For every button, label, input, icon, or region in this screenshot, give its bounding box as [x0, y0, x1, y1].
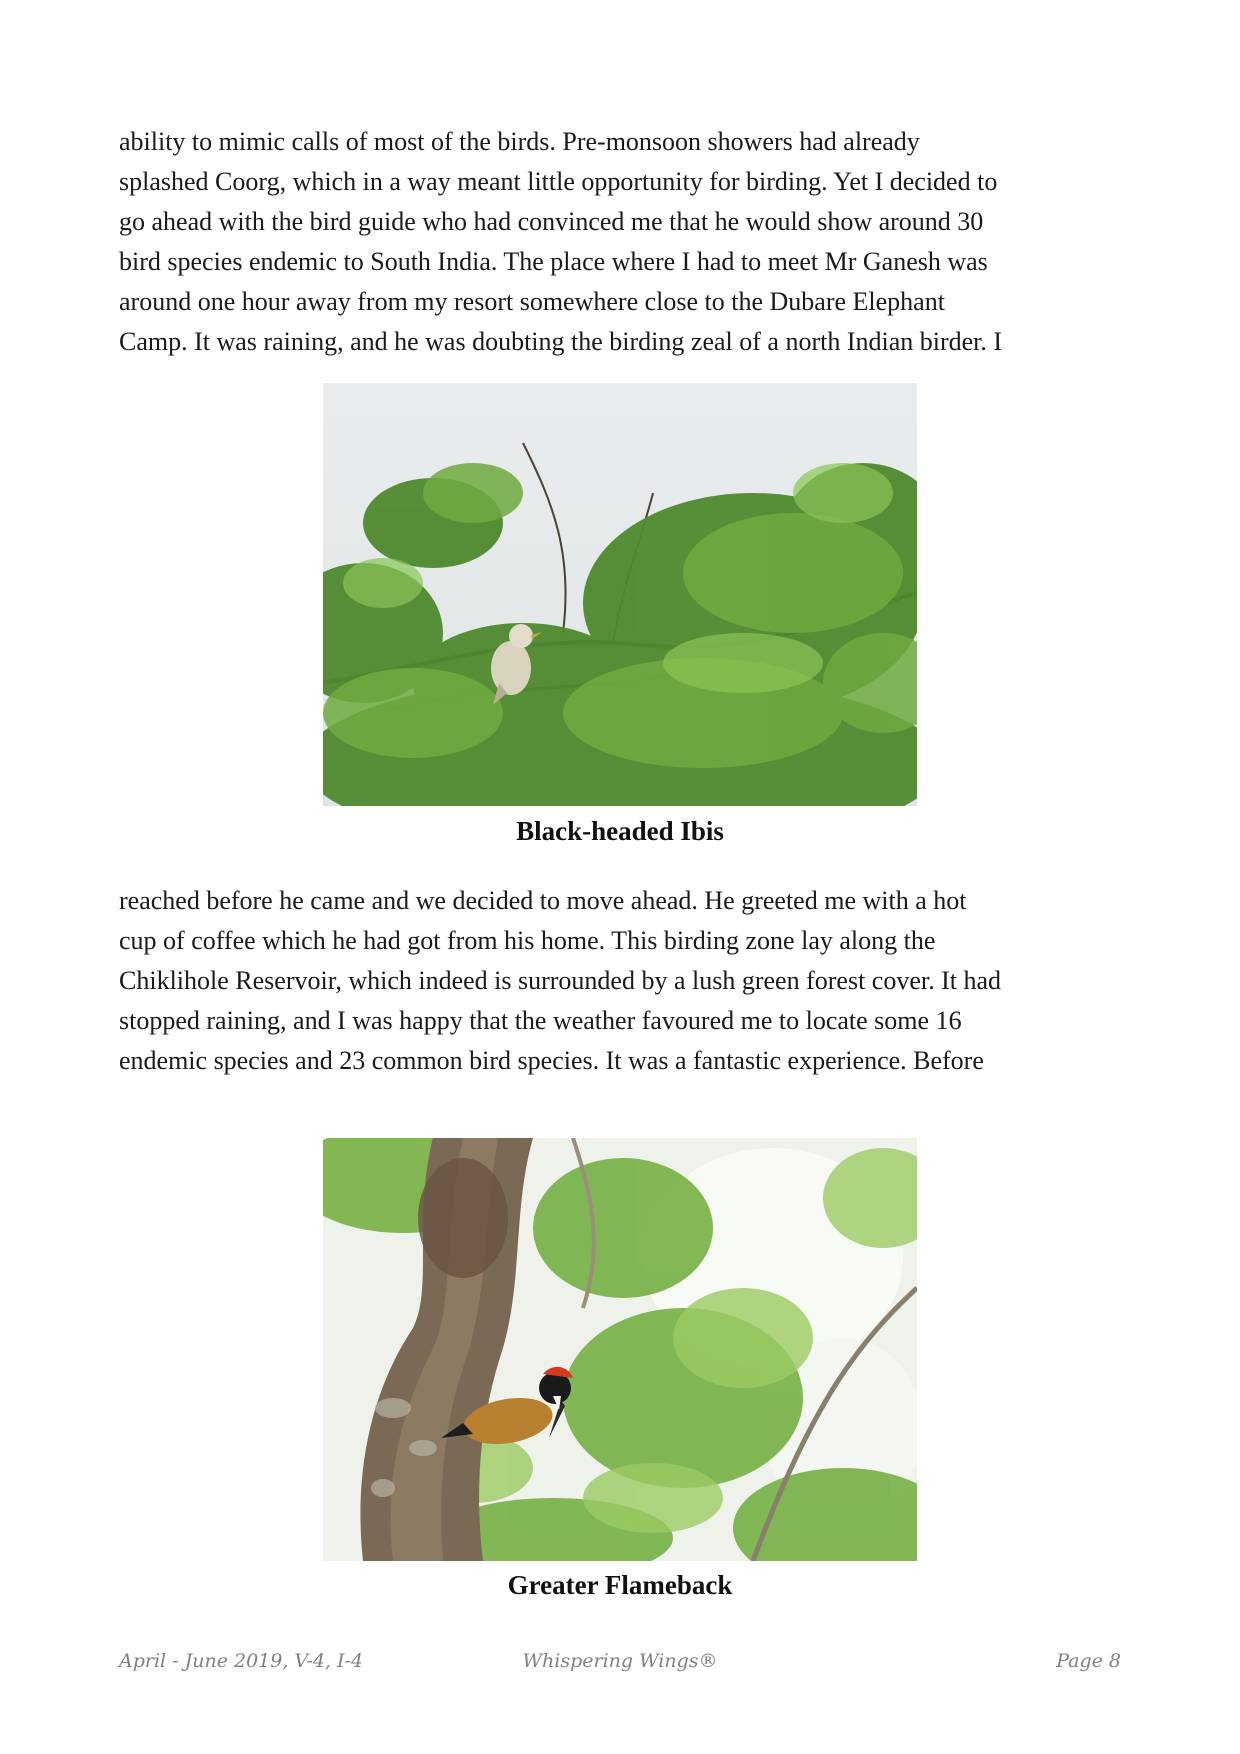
bird-photo-black-headed-ibis — [323, 383, 917, 806]
text-line: Chiklihole Reservoir, which indeed is surrounded by a lush green forest cover. It had — [119, 966, 1002, 995]
text-line: cup of coffee which he had got from his home. This birding zone lay along the — [119, 926, 936, 955]
text-line: Camp. It was raining, and he was doubting the birding zeal of a north Indian birder. I — [119, 327, 1003, 356]
photo-caption: Black-headed Ibis — [516, 816, 724, 846]
body-paragraph-2 — [119, 881, 1129, 1081]
text-line: splashed Coorg, which in a way meant little opportunity for birding. Yet I decided to — [119, 167, 998, 196]
text-line: go ahead with the bird guide who had convinced me that he would show around 30 — [119, 207, 984, 236]
text-line: bird species endemic to South India. The place where I had to meet Mr Ganesh was — [119, 247, 988, 276]
footer-page-number: Page 8 — [1056, 1650, 1121, 1672]
text-line: stopped raining, and I was happy that the weather favoured me to locate some 16 — [119, 1006, 962, 1035]
bird-photo-greater-flameback — [323, 1138, 917, 1561]
text-line: reached before he came and we decided to move ahead. He greeted me with a hot — [119, 886, 967, 915]
text-line: ability to mimic calls of most of the birds. Pre-monsoon showers had already — [119, 127, 920, 156]
footer-publication-title: Whispering Wings® — [522, 1650, 718, 1672]
footer-issue-info: April - June 2019, V-4, I-4 — [119, 1650, 364, 1672]
body-paragraph-1 — [119, 122, 1129, 362]
text-line: around one hour away from my resort somewhere close to the Dubare Elephant — [119, 287, 945, 316]
photo-caption: Greater Flameback — [507, 1570, 733, 1600]
text-line: endemic species and 23 common bird species. It was a fantastic experience. Before — [119, 1046, 984, 1075]
